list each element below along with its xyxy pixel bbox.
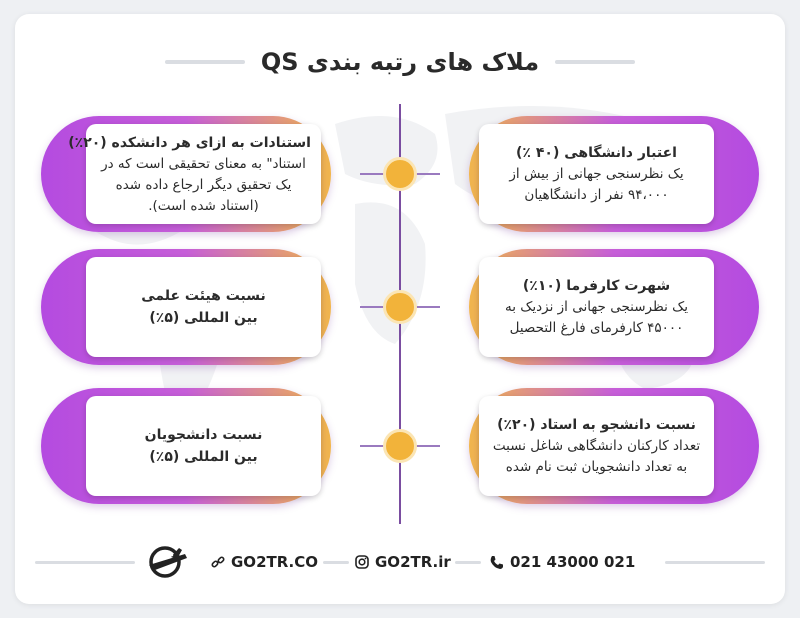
criterion-heading: استنادات به ازای هر دانشکده (۲۰٪) — [68, 134, 311, 151]
criterion-body: بین المللی (۵٪) — [149, 449, 258, 465]
criterion-box — [479, 396, 714, 496]
title-row — [15, 44, 785, 80]
website-text: GO2TR.CO — [231, 553, 319, 571]
criterion-body: بین المللی (۵٪) — [149, 310, 258, 326]
criterion-heading: نسبت هیئت علمی — [141, 288, 266, 304]
criterion-heading: شهرت کارفرما (۱۰٪) — [522, 278, 671, 294]
title-divider-right — [555, 60, 635, 64]
criterion-box — [68, 124, 321, 224]
criterion-body: یک نظرسنجی جهانی از نزدیک به ۴۵۰۰۰ کارفرمای فارغ التحصیل — [505, 299, 688, 336]
instagram-text: GO2TR.ir — [375, 553, 451, 571]
criterion-body: تعداد کارکنان دانشگاهی شاغل نسبت به تعداد دانشجویان ثبت نام شده — [492, 438, 701, 475]
criterion-box — [479, 257, 714, 357]
title-divider-left — [165, 60, 245, 64]
criterion-body: یک نظرسنجی جهانی از بیش از ۹۴،۰۰۰ نفر از دانشگاهیان — [509, 166, 684, 203]
timeline-dot-2 — [383, 290, 417, 324]
phone-text: 021 43000 021 — [510, 553, 636, 571]
phone-link[interactable] — [489, 551, 635, 573]
criterion-international-faculty — [41, 249, 331, 365]
footer-divider — [455, 561, 481, 564]
criterion-box — [479, 124, 714, 224]
go2tr-logo-icon — [145, 544, 189, 580]
criterion-citations — [41, 116, 331, 232]
infographic-card — [15, 14, 785, 604]
criterion-academic-reputation — [469, 116, 759, 232]
footer-divider — [35, 561, 135, 564]
criterion-box — [86, 396, 321, 496]
criterion-box — [86, 257, 321, 357]
criterion-body: استناد" به معنای تحقیقی است که در یک تحقیق دیگر ارجاع داده شده (استناد شده است). — [101, 155, 306, 214]
website-link[interactable] — [211, 551, 318, 573]
criterion-international-students — [41, 388, 331, 504]
footer — [15, 542, 785, 582]
footer-divider — [665, 561, 765, 564]
page-title: ملاک های رتبه بندی QS — [260, 48, 540, 76]
criterion-heading: اعتبار دانشگاهی (۴۰ ٪) — [516, 145, 677, 161]
criterion-student-faculty-ratio — [469, 388, 759, 504]
timeline-dot-3 — [383, 429, 417, 463]
instagram-icon — [355, 555, 369, 569]
instagram-link[interactable] — [355, 551, 451, 573]
footer-divider — [323, 561, 349, 564]
criterion-heading: نسبت دانشجو به استاد (۲۰٪) — [497, 417, 696, 433]
timeline-dot-1 — [383, 157, 417, 191]
criterion-employer-reputation — [469, 249, 759, 365]
phone-icon — [489, 555, 504, 570]
criterion-heading: نسبت دانشجویان — [144, 427, 263, 443]
link-icon — [211, 555, 225, 569]
